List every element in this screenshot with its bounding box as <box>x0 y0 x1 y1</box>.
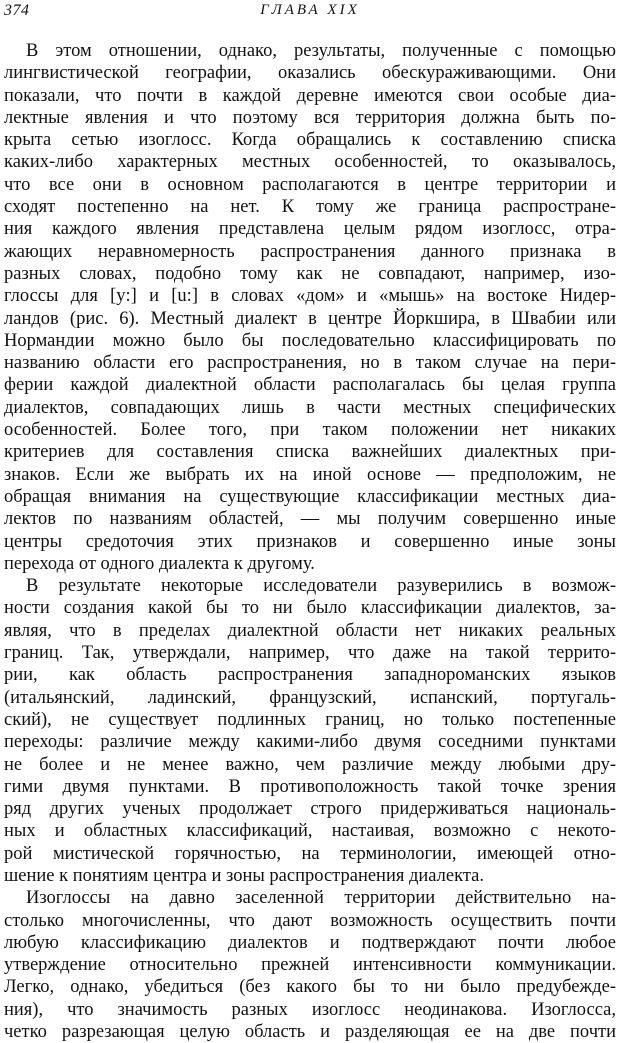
text-line: четко разрезающая целую область и разделяющая ее на две почти <box>4 1022 616 1043</box>
text-line: являя, что в пределах диалектной области нет никаких реальных <box>4 620 616 641</box>
text-line: (итальянский, ладинский, французский, испанский, португаль- <box>4 687 616 708</box>
text-line: переходы: различие между какими-либо двумя соседними пунктами <box>4 732 616 753</box>
text-line: сходят постепенно на нет. К тому же граница распростране- <box>4 197 616 218</box>
text-line: утверждение относительно прежней интенсивности коммуникации. <box>4 955 616 976</box>
text-line: знаков. Если же выбрать их на иной основе — предположим, не <box>4 464 616 485</box>
text-line: глоссы для [y:] и [u:] в словах «дом» и «мышь» на востоке Нидер- <box>4 286 616 307</box>
text-line: разных словах, подобно тому как не совпадают, например, изо- <box>4 263 616 284</box>
page-number: 374 <box>4 2 30 19</box>
text-line: обращая внимания на существующие классификации местных диа- <box>4 486 616 507</box>
text-line: особенностей. Более того, при таком положении нет никаких <box>4 420 616 441</box>
text-line: ский), не существует подлинных границ, но только постепенные <box>4 709 616 730</box>
chapter-title: ГЛАВА XIX <box>260 2 360 18</box>
text-line: что все они в основном располагаются в центре территории и <box>4 174 616 195</box>
text-line: каких-либо характерных местных особенностей, то оказывалось, <box>4 152 616 173</box>
text-line: В результате некоторые исследователи разуверились в возмож- <box>26 576 616 597</box>
text-line: лингвистической географии, оказались обескураживающими. Они <box>4 63 616 84</box>
body-text <box>4 40 616 1043</box>
text-line: ния каждого явления представлена целым рядом изоглосс, отра- <box>4 219 616 240</box>
text-line: ряд других ученых продолжает строго придерживаться националь- <box>4 799 616 820</box>
text-line: столько многочисленны, что дают возможность осуществить почти <box>4 910 616 931</box>
text-line: рии, как область распространения западнороманских языков <box>4 665 616 686</box>
text-line: диалектов, совпадающих лишь в части местных специфических <box>4 397 616 418</box>
text-line: лектов по названиям областей, — мы получим совершенно иные <box>4 509 616 530</box>
text-line: ния), что значимость разных изоглосс неодинакова. Изоглосса, <box>4 999 616 1020</box>
text-line: жающих неравномерность распространения данного признака в <box>4 241 616 262</box>
text-line: перехода от одного диалекта к другому. <box>4 553 315 574</box>
text-line: критериев для составления списка важнейших диалектных при- <box>4 442 616 463</box>
text-line: ферии каждой диалектной области располагалась бы целая группа <box>4 375 616 396</box>
text-line: лектные явления и что поэтому вся территория должна быть по- <box>4 107 616 128</box>
text-line: шение к понятиям центра и зоны распространения диалекта. <box>4 865 485 886</box>
text-line: В этом отношении, однако, результаты, полученные с помощью <box>26 41 616 61</box>
text-line: Изоглоссы на давно заселенной территории действительно на- <box>26 888 616 909</box>
text-line: крыта сетью изоглосс. Когда обращались к составлению списка <box>4 130 616 151</box>
text-line: ных и областных классификаций, настаивая, возможно с некото- <box>4 821 616 842</box>
text-line: ландов (рис. 6). Местный диалект в центре Йоркшира, в Швабии или <box>4 308 616 329</box>
text-line: Легко, однако, убедиться (без какого бы то ни было предубежде- <box>4 977 616 998</box>
text-line: показали, что почти в каждой деревне имеются свои особые диа- <box>4 85 616 106</box>
text-line: не более и не менее важно, чем различие между любыми дру- <box>4 754 616 775</box>
text-line: границ. Так, утверждали, например, что даже на такой террито- <box>4 643 616 664</box>
text-line: центры средоточия этих признаков и совершенно иные зоны <box>4 531 616 552</box>
text-line: названию области его распространения, но в таком случае на пери- <box>4 353 616 374</box>
text-line: рой мистической горячностью, на терминологии, имеющей отно- <box>4 843 616 864</box>
text-line: любую классификацию диалектов и подтверждают почти любое <box>4 932 616 953</box>
text-line: ности создания какой бы то ни было классификации диалектов, за- <box>4 598 616 619</box>
text-line: Нормандии можно было бы последовательно классифицировать по <box>4 330 616 351</box>
page-header <box>0 0 620 26</box>
text-line: гими двумя пунктами. В противоположность такой точке зрения <box>4 776 616 797</box>
